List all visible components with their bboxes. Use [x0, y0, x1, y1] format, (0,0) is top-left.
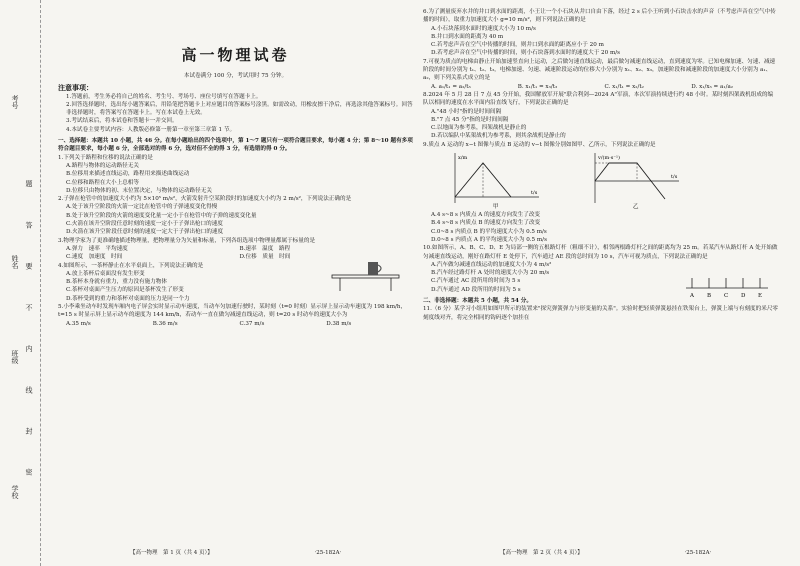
option: A.放上茶杯后桌面没有发生形变	[66, 270, 145, 277]
page-1-footer	[130, 548, 341, 556]
note-item: 3.考试结束后，将本试卷和答题卡一并交回。	[66, 118, 178, 125]
school-label: 学校	[11, 485, 19, 499]
question-3-stem: 3.物理学家为了更准确地描述物理量，把物理量分为矢量和标量，下列各组选项中物理量都属于标量的是	[58, 237, 316, 244]
notes-heading: 注意事项：	[58, 84, 93, 93]
option: D.火箭在该升空阶段任意时刻的速度一定大于子弹出枪口的速度	[66, 229, 224, 236]
option: A.处于该升空阶段的火箭一定比在枪管中的子弹速度变化得慢	[66, 204, 218, 211]
option: D.若考虑声音在空气中传播的时间，则小石块落到水面时的速度大于 20 m/s	[431, 50, 621, 57]
option: B.速率 温度 路程	[239, 245, 291, 252]
graph-b-vt	[583, 151, 683, 209]
options-row	[58, 245, 413, 253]
option: C.0~8 s 内质点 B 的平均速度大小为 0.5 m/s	[431, 228, 547, 235]
question-9-stem: 9.质点 A 运动的 x−t 图像与质点 B 运动的 v−t 图像分别如图甲、乙所示，下列说法正确的是	[423, 141, 656, 148]
footer-page-text: 【高一物理 第 2 页（共 4 页）】	[500, 550, 583, 556]
section-1-heading: 一、选择题：本题共 10 小题，共 46 分。在每小题给出的四个选项中，第 1～7 题只有一项符合题目要求，每小题 4 分；第 8～10 题有多项符合题目要求，每小题 6 分，全部选对的得 6 分，选对但不全的得 3 分，有选错的得 0 分。	[58, 138, 413, 153]
option: B.茶杯本身就有重力，重力没有施力物体	[66, 279, 167, 286]
question-4-stem: 4.如图所示，一茶杯静止在水平桌面上，下列说法正确的是	[58, 262, 204, 269]
option: B.处于该升空阶段的火箭的速度变化量一定小于在枪管中的子弹的速度变化量	[66, 212, 257, 219]
options-row	[423, 83, 778, 91]
graph-b-ylabel: v/(m·s⁻¹)	[598, 155, 620, 162]
note-item: 4.本试卷主要考试内容：人教版必修第一册第一章至第三章第 1 节。	[66, 126, 236, 133]
question-6-stem: 6.为了测量废弃水井的井口到水面的距离，小王让一个小石块从井口自由下落，经过 2 s 后小王听到小石块击水的声音（不考虑声音在空气中传播的时间），取重力加速度大小 g=10 m/s²，则下列说法正确的是	[423, 9, 776, 24]
footer-code: ·25-182A·	[684, 550, 712, 556]
option: B.4 s~8 s 内质点 B 的速度方向发生了改变	[431, 220, 541, 227]
option: C.位移和路程在大小上总相等	[66, 179, 139, 186]
option: B. x₁/t₁ = x₃/t₃	[517, 83, 558, 90]
graph-b-caption: 乙	[633, 204, 639, 210]
option: D.位移 质量 时间	[239, 254, 291, 261]
option: A.路程与物体的运动路径无关	[66, 162, 139, 169]
option: B.位移用来描述直线运动，路程用来描述曲线运动	[66, 171, 190, 178]
option: C.茶杯对桌面产生压力的原因是茶杯发生了形变	[66, 287, 184, 294]
post-label: C	[724, 293, 729, 300]
footer-code: ·25-182A·	[314, 550, 342, 556]
option: D.汽车通过 AD 段所用的时间为 5 s	[431, 286, 521, 293]
binding-margin	[0, 0, 41, 566]
question-1-stem: 1.下列关于路程和位移的说法正确的是	[58, 154, 153, 161]
post-label: E	[758, 293, 763, 300]
cup-on-table-figure	[328, 258, 403, 292]
question-11-stem: 11.（6 分）某学习小组用如图甲所示的装置来"探究弹簧弹力与形变量的关系"。实验时把轻质弹簧悬挂在铁架台上，弹簧上端与有刻度的米尺零刻度线对齐，将完全相同的钩码逐个加挂在	[423, 306, 779, 321]
option: D.38 m/s	[326, 320, 352, 327]
option: B.井口到水面的距离为 40 m	[431, 33, 504, 40]
option: D.茶杯受到的重力和茶杯对桌面的压力是同一个力	[66, 295, 190, 302]
option: B.汽车经过路灯杆 A 处时的速度大小为 20 m/s	[431, 270, 550, 277]
option: D.位移只由物体的初、末位置决定，与物体的运动路径无关	[66, 187, 212, 194]
section-2-heading: 二、非选择题：本题共 5 小题，共 54 分。	[423, 298, 532, 305]
option: D. x₁/x₃ = a₁/a₂	[691, 83, 734, 90]
class-label: 班级	[11, 350, 19, 364]
option: A. a₁/t₁ = a₂/t₃	[431, 83, 471, 90]
question-8-stem: 8.2024 年 5 月 28 日 7 点 45 分开始，我国解放军开展"联合利剑—2024 A"军演，本次军演持续进行约 48 小时。某时刻四架战机组成的编队以相同的速度在水平面内沿直线飞行，下列说法正确的是	[423, 91, 774, 107]
note-item: 2.回答选择题时，选出每小题答案后，用铅笔把答题卡上对应题目的答案标号涂黑。如需改动，用橡皮擦干净后，再选涂其他答案标号。回答非选择题时，将答案写在答题卡上。写在本试卷上无效。	[66, 101, 413, 117]
footer-page-text: 【高一物理 第 1 页（共 4 页）】	[130, 550, 213, 556]
name-label: 姓名	[11, 255, 19, 269]
graph-b-xlabel: t/s	[671, 174, 678, 181]
post-label: D	[741, 293, 746, 300]
option: A."48 小时"指的是时间间隔	[431, 108, 502, 115]
options-row	[58, 320, 413, 328]
note-item: 1.答题前，考生务必将自己的姓名、考生号、考场号、座位号填写在答题卡上。	[66, 93, 262, 100]
question-5-stem: 5.小李乘坐动车时发现车厢内电子屏会实时显示动车速度，当动车匀加速行驶时，某时刻（t=0 时刻）显示屏上显示动车速度为 198 km/h，t=15 s 时显示屏上显示动车的速度为 144 km/h，若动车一直在做匀减速直线运动，则 t=20 s 时动车的速度大小为	[58, 304, 407, 319]
option: A.小石块落到水面时的速度大小为 10 m/s	[431, 25, 536, 32]
option: D.0~8 s 内质点 A 的平均速度大小为 0.5 m/s	[431, 236, 547, 243]
option: C.速度 加速度 时间	[66, 254, 123, 261]
option: C.以地面为参考系，四架战机是静止的	[431, 125, 527, 132]
option: C.37 m/s	[239, 320, 265, 327]
option: A.4 s~8 s 内质点 A 的速度方向发生了改变	[431, 212, 541, 219]
option: A.35 m/s	[66, 320, 91, 327]
question-4-block	[58, 262, 413, 303]
option: C.汽车通过 AC 段所用的时间为 5 s	[431, 278, 521, 285]
post-label: B	[707, 293, 712, 300]
post-label: A	[690, 293, 694, 300]
seal-line-text: 题 答 要 不 内 线 封 密	[25, 180, 33, 492]
graph-a-caption: 甲	[493, 204, 499, 210]
option: C.若考虑声音在空气中传播的时间，则井口到水面的距离应小于 20 m	[431, 42, 604, 49]
option: A.弹力 速率 平均速度	[66, 245, 128, 252]
option: B."7 点 45 分"指的是时间间隔	[431, 116, 509, 123]
question-2-stem: 2.子弹在枪管中的加速度大小约为 5×10⁵ m/s²，火箭发射升空某阶段时的加速度大小约为 2 m/s²，下列说法正确的是	[58, 196, 352, 203]
page-2-footer	[500, 548, 711, 556]
page-title: 高一物理试卷	[181, 46, 290, 64]
question-7-stem: 7.可视为质点的电梯由静止开始加速竖直向上运动，之后做匀速直线运动，最后做匀减速直线运动，直到速度为零。已知电梯加速、匀速、减速阶段的时间分别为 t₁、t₂、t₃，电梯加速、匀速、减速阶段运动的位移大小分别为 x₁、x₂、x₃，加速阶段和减速阶段的加速度大小分别为 a₁、a₂，则下列关系式成立的是	[423, 58, 776, 82]
option: B.36 m/s	[152, 320, 178, 327]
graph-a-xlabel: t/s	[531, 190, 538, 197]
option: C. x₁/t₁ = x₂/t₂	[604, 83, 644, 90]
page-1	[58, 8, 413, 328]
exam-number-label: 考号	[11, 95, 19, 109]
lamp-posts-figure	[682, 274, 772, 300]
option: A.汽车做匀减速直线运动的加速度大小为 4 m/s²	[431, 261, 552, 268]
graph-a-ylabel: x/m	[458, 155, 468, 162]
page-2	[423, 8, 778, 322]
intro-line: 本试卷满分 100 分，考试用时 75 分钟。	[183, 73, 288, 79]
question-9-graphs	[443, 151, 778, 209]
option: C.火箭在该升空阶段任意时刻的速度一定小于子弹出枪口的速度	[66, 221, 223, 228]
graph-a-xt	[443, 151, 543, 209]
option: D.若以编队中某架战机为参考系，则其余战机是静止的	[431, 133, 566, 140]
question-10-stem: 10.如图所示，A、B、C、D、E 为局部一侧的五根路灯杆（粗细不计），相邻两根路灯杆之间的距离均为 25 m。若某汽车从路灯杆 A 处开始做匀减速直线运动，刚好在路灯杆 E 处停下，汽车通过 AE 段的总时间为 10 s，汽车可视为质点，下列说法正确的是	[423, 245, 778, 260]
question-10-block	[423, 244, 778, 300]
